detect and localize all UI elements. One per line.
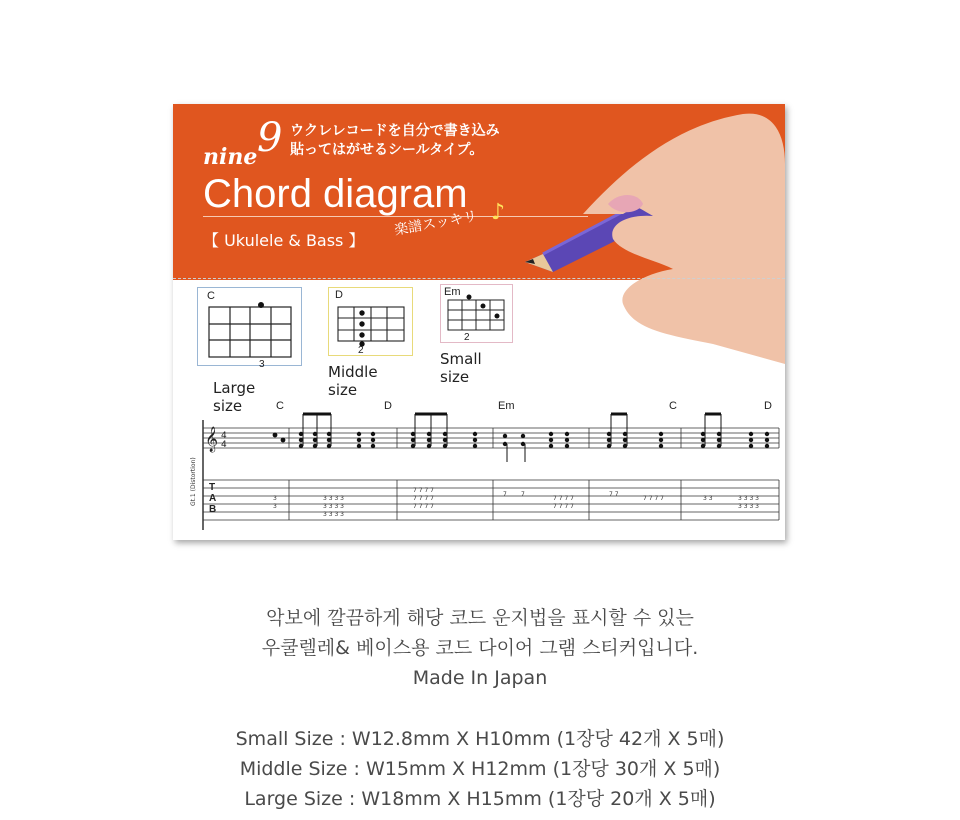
- svg-text:B: B: [209, 504, 217, 515]
- svg-text:7 7 7 7: 7 7 7 7: [413, 495, 434, 502]
- size-spec-line: Middle Size : W15mm X H12mm (1장당 30개 X 5매): [239, 758, 721, 780]
- product-tagline: ウクレレコードを自分で書き込み 貼ってはがせるシールタイプ。: [290, 123, 500, 158]
- brand-logo: nine: [203, 144, 258, 170]
- chord-name: C: [207, 290, 215, 302]
- score-chord: Em: [498, 400, 515, 412]
- chord-name: D: [335, 289, 343, 301]
- svg-text:7 7 7 7: 7 7 7 7: [643, 495, 664, 502]
- svg-text:7: 7: [521, 491, 525, 498]
- sticker-perforation: [173, 278, 785, 283]
- product-badge: 楽譜スッキリ: [393, 208, 479, 239]
- svg-text:Gt.1 (Distortion): Gt.1 (Distortion): [190, 457, 197, 506]
- svg-text:𝄞: 𝄞: [205, 427, 219, 452]
- product-subtitle: 【 Ukulele & Bass 】: [203, 231, 365, 250]
- sample-size-label: Middle size: [328, 363, 378, 399]
- svg-text:7 7: 7 7: [609, 491, 619, 498]
- sample-size-label: Small size: [440, 350, 482, 386]
- svg-text:7 7 7 7: 7 7 7 7: [553, 495, 574, 502]
- svg-text:3 3 3 3: 3 3 3 3: [323, 503, 344, 510]
- description-line: 우쿨렐레& 베이스용 코드 다이어 그램 스티커입니다.: [261, 637, 699, 659]
- svg-text:3 3 3 3: 3 3 3 3: [323, 511, 344, 518]
- svg-text:3: 3: [273, 503, 277, 510]
- fret-number: 2: [464, 332, 470, 343]
- product-image: [173, 104, 785, 540]
- chord-name: Em: [444, 286, 461, 298]
- svg-text:7: 7: [503, 491, 507, 498]
- svg-text:3 3: 3 3: [703, 495, 713, 502]
- svg-text:7 7 7 7: 7 7 7 7: [553, 503, 574, 510]
- music-note-icon: ♪: [491, 200, 506, 225]
- size-spec-line: Small Size : W12.8mm X H10mm (1장당 42개 X 5매): [235, 728, 725, 750]
- score-chord: C: [669, 400, 677, 412]
- svg-text:3 3 3 3: 3 3 3 3: [738, 495, 759, 502]
- svg-text:3: 3: [273, 495, 277, 502]
- description-line: Made In Japan: [412, 667, 548, 689]
- fret-number: 3: [259, 359, 265, 370]
- sample-size-label: Large size: [213, 379, 256, 415]
- svg-text:A: A: [209, 493, 217, 504]
- score-chord: D: [764, 400, 772, 412]
- svg-text:7 7 7 7: 7 7 7 7: [413, 503, 434, 510]
- chord-diagram-large: [197, 287, 303, 367]
- description-line: 악보에 깔끔하게 해당 코드 운지법을 표시할 수 있는: [266, 607, 694, 629]
- svg-text:T: T: [209, 482, 216, 493]
- chord-diagram-small: [440, 284, 514, 344]
- notation-staff: [173, 400, 785, 540]
- svg-text:7 7 7 7: 7 7 7 7: [413, 487, 434, 494]
- svg-text:4: 4: [221, 440, 227, 450]
- size-spec-line: Large Size : W18mm X H15mm (1장당 20개 X 5매): [244, 788, 716, 810]
- score-chord: C: [276, 400, 284, 412]
- product-title: Chord diagram: [203, 172, 468, 216]
- score-chord: D: [384, 400, 392, 412]
- brand-logo-mark: 9: [257, 115, 283, 161]
- fret-number: 2: [358, 345, 364, 356]
- svg-text:4: 4: [221, 431, 227, 441]
- svg-text:3 3 3 3: 3 3 3 3: [738, 503, 759, 510]
- hand-with-pencil-illustration: [513, 104, 785, 364]
- svg-text:3 3 3 3: 3 3 3 3: [323, 495, 344, 502]
- chord-diagram-middle: [328, 287, 414, 357]
